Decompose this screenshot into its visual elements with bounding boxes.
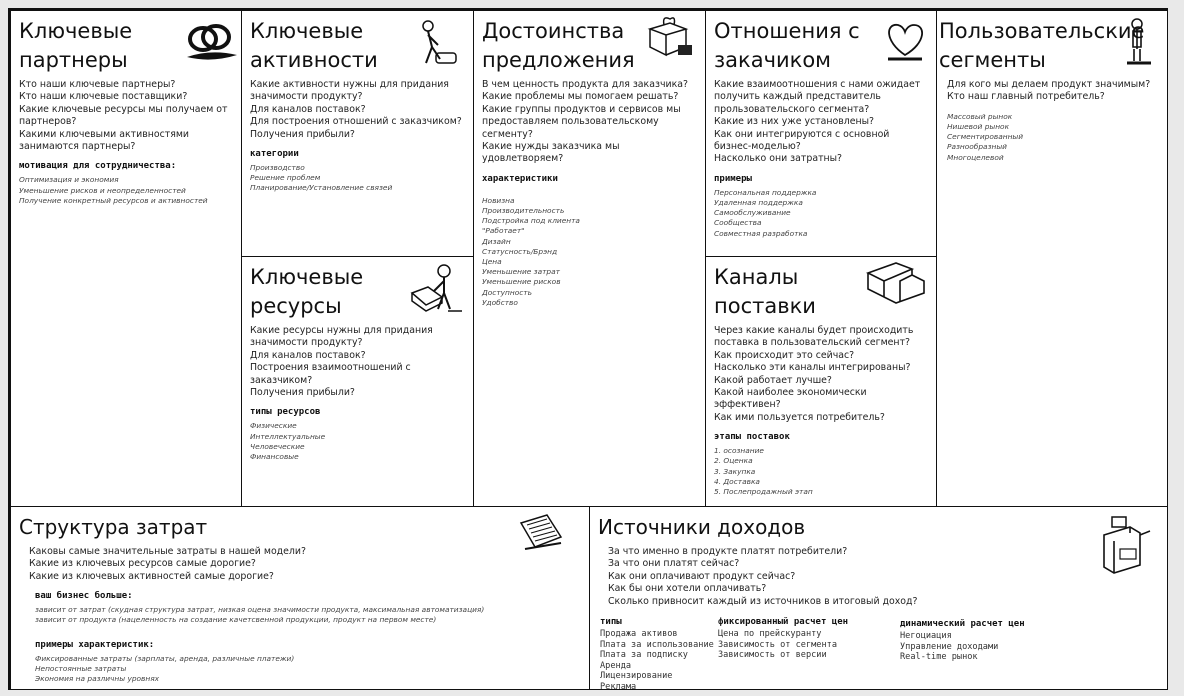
question: Как бы они хотели оплачивать? xyxy=(608,583,767,595)
title-line: ресурсы xyxy=(250,294,342,318)
item: Разнообразный xyxy=(947,142,1007,152)
item: Уменьшение рисков xyxy=(482,277,561,287)
item: Подстройка под клиента xyxy=(482,216,580,226)
questions xyxy=(939,79,1159,104)
rings-icon xyxy=(183,19,239,67)
truck-icon xyxy=(866,261,928,309)
standing-person-icon xyxy=(1123,17,1153,71)
question: Насколько эти каналы интегрированы? xyxy=(714,362,911,374)
question: Получения прибыли? xyxy=(250,128,355,140)
cash-register-icon xyxy=(1100,515,1152,581)
item: Интеллектуальные xyxy=(250,431,326,441)
item: Доступность xyxy=(482,287,532,297)
questions xyxy=(598,546,1159,608)
business-model-canvas xyxy=(8,8,1168,690)
items xyxy=(482,196,697,308)
items xyxy=(714,446,928,497)
title-line: закачиком xyxy=(714,48,832,72)
item: Статусность/Брэнд xyxy=(482,246,558,256)
item: Производительность xyxy=(482,206,565,216)
question: Какие нужды заказчика мы удовлетворяем? xyxy=(482,141,620,165)
title-line: Ключевые xyxy=(250,19,364,43)
question: Какие активности нужны для придания значимости продукту? xyxy=(250,79,449,103)
column-item: Негоциация xyxy=(900,631,952,641)
subheading: характеристики xyxy=(482,173,558,184)
column-item: Real-time рынок xyxy=(900,652,978,663)
items xyxy=(250,163,465,194)
column-item: Управление доходами xyxy=(900,641,999,652)
block-cost-structure xyxy=(10,506,590,690)
item: Планирование/Установление связей xyxy=(250,183,393,193)
question: Какими ключевыми активностями занимаются партнеры? xyxy=(19,128,189,153)
subheading: категории xyxy=(250,149,299,160)
subheading: примеры характеристик: xyxy=(35,639,155,650)
item: 3. Закупка xyxy=(714,466,756,476)
item: Персональная поддержка xyxy=(714,187,817,197)
item: Массовый рынок xyxy=(947,111,1013,121)
question: Для кого мы делаем продукт значимым? xyxy=(947,79,1151,90)
title-line: активности xyxy=(250,48,378,72)
title-line: Каналы xyxy=(714,265,799,289)
block-key-resources xyxy=(241,256,474,507)
title-line: Пользовательские xyxy=(939,19,1145,43)
question: Для каналов поставок? xyxy=(250,349,366,361)
item: Новизна xyxy=(482,195,515,205)
item: Нишевой рынок xyxy=(947,122,1010,132)
questions xyxy=(482,79,697,166)
item: Многоцелевой xyxy=(947,152,1004,162)
column-item: Реклама xyxy=(600,681,637,690)
question: Для построения отношений с заказчиком? xyxy=(250,116,462,128)
block-customer-segments xyxy=(936,10,1168,507)
question: Какие группы продуктов и сервисов мы предоставляем пользовательскому сегменту? xyxy=(482,103,681,140)
question: Какие из них уже установлены? xyxy=(714,116,875,128)
item: Финансовые xyxy=(250,452,299,462)
block-title xyxy=(19,513,581,542)
title-line: сегменты xyxy=(939,48,1046,72)
worker-icon xyxy=(414,19,458,71)
column-item: Аренда xyxy=(600,660,632,671)
item: 2. Оценка xyxy=(714,456,753,466)
title-line: Ключевые xyxy=(19,19,133,43)
question: Каковы самые значительные затраты в нашей модели? xyxy=(29,546,306,557)
block-value-propositions xyxy=(473,10,706,507)
item: Решение проблем xyxy=(250,173,321,183)
items xyxy=(939,112,1159,163)
column-heading: фиксированный расчет цен xyxy=(718,617,849,627)
column-item: Продажа активов xyxy=(600,629,678,639)
question: Какой наиболее экономически эффективен? xyxy=(714,387,867,411)
item: Фиксированные затраты (зарплаты, аренда, различные платежи) xyxy=(35,653,295,663)
item: Физические xyxy=(250,421,297,431)
column-item: Зависимость от сегмента xyxy=(718,639,837,650)
question: Как происходит это сейчас? xyxy=(714,349,855,361)
items xyxy=(714,188,928,239)
revenue-column xyxy=(900,619,1025,663)
items xyxy=(19,605,581,625)
block-title xyxy=(598,513,1159,542)
item: 1. осознание xyxy=(714,446,764,456)
item: Дизайн xyxy=(482,236,511,246)
question: Построения взаимоотношений с заказчиком? xyxy=(250,362,411,386)
item: Экономия на различны уровнях xyxy=(35,674,160,684)
column-heading: типы xyxy=(600,617,622,627)
revenue-column xyxy=(600,617,714,690)
questions xyxy=(250,79,465,141)
item: 5. Послепродажный этап xyxy=(714,487,813,497)
column-item: Плата за подписку xyxy=(600,650,688,661)
title-line: поставки xyxy=(714,294,816,318)
title-line: Источники доходов xyxy=(598,515,806,539)
question: Для каналов поставок? xyxy=(250,103,366,115)
title-line: партнеры xyxy=(19,48,128,72)
question: Получения прибыли? xyxy=(250,387,355,399)
item: Цена xyxy=(482,257,502,267)
question: Какой работает лучше? xyxy=(714,374,832,386)
question: Какие проблемы мы помогаем решать? xyxy=(482,91,679,103)
question: Какие из ключевых ресурсов самые дорогие? xyxy=(29,558,256,570)
block-key-partners xyxy=(10,10,242,507)
question: Какие из ключевых активностей самые дорогие? xyxy=(29,570,274,582)
question: Кто наши ключевые партнеры? xyxy=(19,79,176,90)
item: Сегментированный xyxy=(947,132,1024,142)
item: Оптимизация и экономия xyxy=(19,175,119,185)
item: Человеческие xyxy=(250,441,305,451)
title-line: Отношения с xyxy=(714,19,860,43)
question: За что именно в продукте платят потребители? xyxy=(608,546,848,557)
question: В чем ценность продукта для заказчика? xyxy=(482,79,688,90)
questions xyxy=(19,79,233,153)
subheading: этапы поставок xyxy=(714,432,790,443)
question: За что они платят сейчас? xyxy=(608,558,740,570)
item: зависит от затрат (скудная структура затрат, низкая оцена значимости продукта, максимальная автоматизация) xyxy=(35,605,485,615)
subheading: примеры xyxy=(714,173,752,184)
subheading: ваш бизнес больше: xyxy=(35,591,133,602)
question: Какие ресурсы нужны для придания значимости продукту? xyxy=(250,325,433,349)
person-with-box-icon xyxy=(408,263,464,319)
question: Как они оплачивают продукт сейчас? xyxy=(608,570,796,582)
items xyxy=(250,421,465,462)
item: Непостоянные затраты xyxy=(35,663,127,673)
subheading: мотивация для сотрудничества: xyxy=(19,161,177,172)
heart-icon xyxy=(882,19,928,67)
item: зависит от продукта (нацеленность на создание качетсвенной продукции, продукт на первом месте) xyxy=(35,615,437,625)
item: 4. Доставка xyxy=(714,476,760,486)
question: Сколько привносит каждый из источников в итоговый доход? xyxy=(608,595,918,607)
item: Совместная разработка xyxy=(714,228,808,238)
questions xyxy=(250,325,465,399)
subheading: типы ресурсов xyxy=(250,407,321,418)
item: Самообслуживание xyxy=(714,208,791,218)
items xyxy=(19,175,233,206)
revenue-column xyxy=(718,617,848,661)
item: Уменьшение затрат xyxy=(482,267,560,277)
document-icon xyxy=(517,513,565,557)
item: Получение конкретный ресурсов и активностей xyxy=(19,195,208,205)
block-customer-relationships xyxy=(705,10,937,258)
item: Удобство xyxy=(482,297,518,307)
question: Через какие каналы будет происходить поставка в пользовательский сегмент? xyxy=(714,325,914,349)
questions xyxy=(19,546,581,583)
question: Как они интегрируются с основной бизнес-моделью? xyxy=(714,128,890,153)
questions xyxy=(714,79,928,166)
question: Какие взаимоотношения с нами ожидает получить каждый представитель прользовательского сегмента? xyxy=(714,79,921,115)
block-revenue-streams xyxy=(589,506,1168,690)
column-item: Плата за использование xyxy=(600,639,714,650)
question: Насколько они затратны? xyxy=(714,153,843,165)
title-line: предложения xyxy=(482,48,635,72)
question: Какие ключевые ресурсы мы получаем от партнеров? xyxy=(19,103,228,128)
title-line: Достоинства xyxy=(482,19,625,43)
gift-icon xyxy=(644,15,694,63)
column-item: Зависимость от версии xyxy=(718,650,827,661)
title-line: Ключевые xyxy=(250,265,364,289)
item: "Работает" xyxy=(482,226,525,236)
item: Удаленная поддержка xyxy=(714,198,803,208)
question: Как ими пользуется потребитель? xyxy=(714,411,885,423)
column-item: Цена по прейскуранту xyxy=(718,629,822,639)
block-channels xyxy=(705,256,937,507)
title-line: Структура затрат xyxy=(19,515,208,539)
items xyxy=(19,654,581,685)
questions xyxy=(714,325,928,424)
item: Производство xyxy=(250,163,305,173)
question: Кто наши ключевые поставщики? xyxy=(19,91,188,103)
question: Кто наш главный потребитель? xyxy=(947,91,1105,103)
column-item: Лицензирование xyxy=(600,671,673,682)
block-key-activities xyxy=(241,10,474,258)
column-heading: динамический расчет цен xyxy=(900,619,1025,629)
item: Уменьшение рисков и неопределенностей xyxy=(19,185,186,195)
item: Сообщества xyxy=(714,218,762,228)
